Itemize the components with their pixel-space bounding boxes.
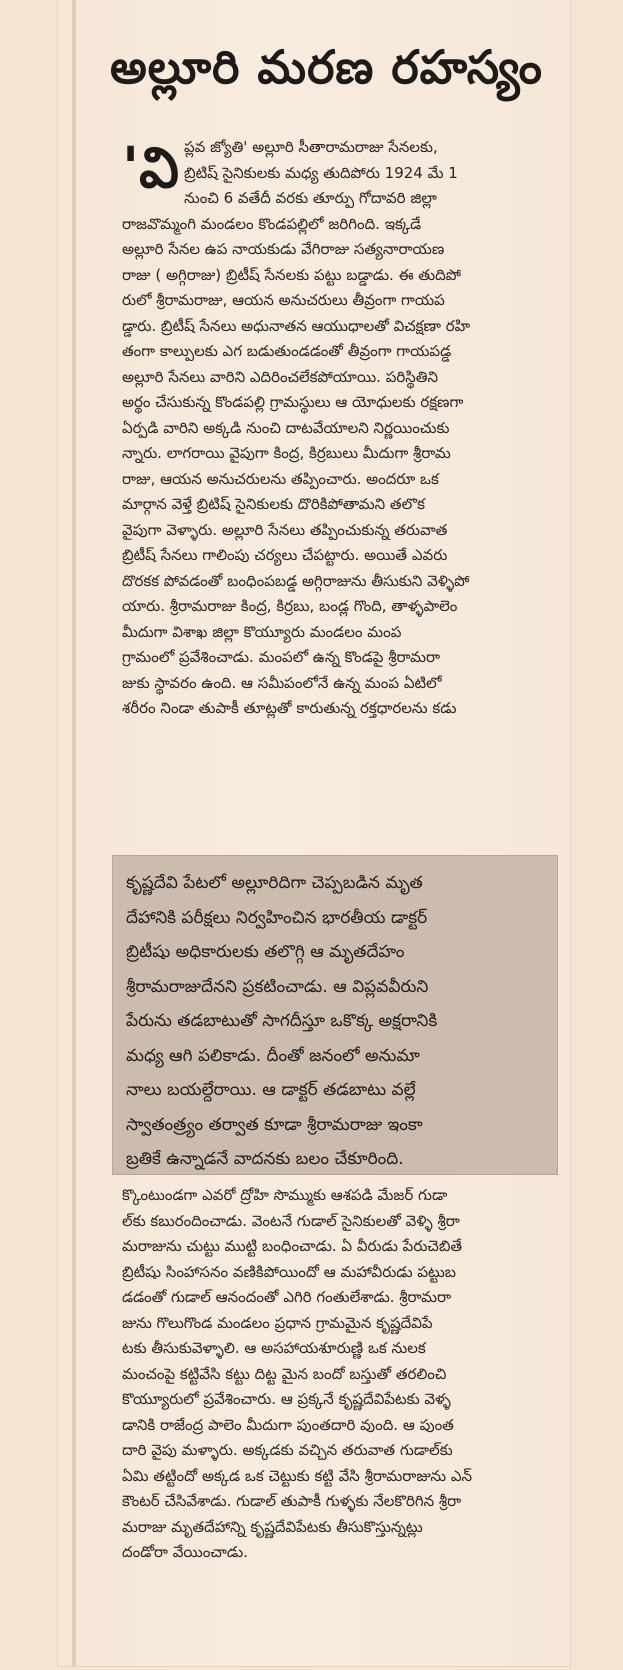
callout-line: నాలు బయల్దేరాయి. ఆ డాక్టర్ తడబాటు వల్లే (126, 1080, 416, 1100)
body-line: న్నారు. లాగరాయి వైపుగా కింద్ర, కిర్రబులు మీదుగా శ్రీరామ (122, 444, 451, 462)
body-line: మార్గాన వెళ్తే బ్రిటిష్ సైనికులకు దొరికిపోతామని తలొక (122, 495, 425, 513)
body-line: రులో శ్రీరామరాజు, ఆయన అనుచరులు తీవ్రంగా గాయప (122, 291, 445, 309)
body-line: తంగా కాల్పులకు ఎగ బడుతుండడంతో తీవ్రంగా గాయపడ్డ (122, 342, 452, 360)
paper-fold-line (72, 0, 76, 1666)
body-line: శరీరం నిండా తుపాకీ తూట్లతో కారుతున్న రక్తధారలను కడు (122, 699, 457, 717)
callout-line: కృష్ణదేవి పేటలో అల్లూరిదిగా చెప్పబడిన మృత (126, 873, 423, 893)
callout-line: బ్రిటీషు అధికారులకు తలొగ్గి ఆ మృతదేహం (126, 942, 405, 962)
body-line: అర్థం చేసుకున్న కొండపల్లి గ్రామస్థులు ఆ యోధులకు రక్షణగా (122, 393, 464, 411)
callout-line: స్వాతంత్ర్యం తర్వాత కూడా శ్రీరామరాజు ఇంకా (126, 1114, 423, 1135)
article-body-bottom (122, 1183, 562, 1566)
body-line: వైపుగా వెళ్ళారు. అల్లూరి సేనలు తప్పించుకున్న తరువాత (122, 520, 448, 539)
body-line: బ్రిటీషు సింహాసనం వణికిపోయిందో ఆ మహావీరుడు పట్టుబ (122, 1262, 457, 1281)
intro-line: నుంచి 6 వతేదీ వరకు తూర్పు గోదావరి జిల్లా (184, 189, 437, 207)
body-line: మరాజు మృతదేహాన్ని కృష్ణదేవిపేటకు తీసుకొస్తున్నట్లు (122, 1517, 423, 1536)
intro-line: బ్రిటిష్ సైనికులకు మధ్య తుదిపోరు 1924 మే 1 (184, 163, 458, 182)
body-line: డానికి రాజేంద్ర పాలెం మీదుగా పుంతదారి వుంది. ఆ పుంత (122, 1415, 454, 1434)
intro-line: ప్లవ జ్యోతి' అల్లూరి సీతారామరాజు సేనలకు, (184, 138, 438, 156)
body-line: టకు తీసుకువెళ్ళాలి. ఆ అసహాయశూరుణ్ణి ఒక నులక (122, 1339, 426, 1357)
drop-cap: 'వి (122, 135, 179, 201)
body-line: అల్లూరి సేనల ఉప నాయకుడు వేగిరాజు సత్యనారాయణ (122, 240, 445, 258)
body-line: రాజవొమ్మంగి మండలం కొండపల్లిలో జరిగింది. ఇక్కడే (122, 214, 422, 233)
body-line: కౌంటర్ చేసివేశాడు. గుడాల్ తుపాకీ గుళ్ళకు నేలకొరిగిన శ్రీరా (122, 1492, 462, 1510)
body-line: ఏర్పడి వారిని అక్కడి నుంచి దాటవేయాలని నిర్ణయించుకు (122, 418, 450, 437)
article-body-top (122, 135, 562, 722)
callout-text (126, 866, 550, 1177)
body-line: దారి వైపు మళ్ళారు. అక్కడకు వచ్చిన తరువాత గుడాల్‌కు (122, 1441, 453, 1459)
body-line: ల్‌కు కబురందించాడు. వెంటనే గుడాల్ సైనికులతో వెళ్ళి శ్రీరా (122, 1211, 460, 1230)
callout-line: శ్రీరామరాజుదేనని ప్రకటించాడు. ఆ విప్లవవీరుని (126, 976, 429, 997)
body-line: రాజు, ఆయన అనుచరులను తప్పించారు. అందరూ ఒక (122, 469, 439, 488)
body-line: డ్డారు. బ్రిటీష్ సేనలు అధునాతన ఆయుధాలతో విచక్షణా రహి (122, 316, 471, 335)
body-line: గ్రామంలో ప్రవేశించాడు. మంపలో ఉన్న కొండపై శ్రీరామరా (122, 648, 441, 666)
callout-line: దేహానికి పరీక్షలు నిర్వహించిన భారతీయ డాక్టర్ (126, 907, 428, 928)
body-line: క్కొంటుండగా ఎవరో ద్రోహి సొమ్ముకు ఆశపడి మేజర్ గుడా (122, 1186, 448, 1204)
callout-line: బ్రతికే ఉన్నాడనే వాదనకు బలం చేకూరింది. (126, 1149, 404, 1169)
body-line: రాజు ( అగ్గిరాజు) బ్రిటీష్ సేనలకు పట్టు బడ్డాడు. ఈ తుదిపో (122, 265, 461, 284)
body-line: డడంతో గుడాల్ ఆనందంతో ఎగిరి గంతులేశాడు. శ్రీరామరా (122, 1288, 452, 1306)
body-line: కొయ్యూరులో ప్రవేశించారు. ఆ ప్రక్కనే కృష్ణదేవిపేటకు వెళ్ళ (122, 1390, 451, 1408)
callout-line: మధ్య ఆగి పలికాడు. దీంతో జనంలో అనుమా (126, 1045, 420, 1066)
body-line: యారు. శ్రీరామరాజు కింద్ర, కిర్రబు, బండ్ల గొంది, తాళ్ళపాలెం (122, 597, 458, 615)
body-line: దొరకక పోవడంతో బంధింపబడ్డ అగ్గిరాజును తీసుకుని వెళ్ళిపో (122, 571, 470, 590)
body-line: మరాజును చుట్టు ముట్టి బంధించాడు. ఏ వీరుడు పేరుచెబితే (122, 1237, 463, 1255)
callout-line: పేరును తడబాటుతో సాగదీస్తూ ఒకొక్క అక్షరానికి (126, 1011, 438, 1031)
body-line: ఏమి తట్టిందో అక్కడ ఒక చెట్టుకు కట్టి వేసి శ్రీరామరాజును ఎన్ (122, 1466, 473, 1485)
body-line: మంచంపై కట్టివేసి కట్టు దిట్ట మైన బందో బస్తుతో తరలించి (122, 1364, 447, 1383)
body-line: జుకు స్థావరం ఉంది. ఆ సమీపంలోనే ఉన్న మంప ఏటిలో (122, 673, 442, 692)
body-line: అల్లూరి సేనలు వారిని ఎదిరించలేకపోయాయి. పరిస్థితిని (122, 367, 439, 386)
body-line: జును గొలుగొండ మండలం ప్రధాన గ్రామమైన కృష్ణదేవిపే (122, 1313, 433, 1332)
body-line: దండోరా వేయించాడు. (122, 1543, 248, 1561)
body-line: మీదుగా విశాఖ జిల్లా కొయ్యూరు మండలం మంప (122, 622, 402, 641)
body-line: బ్రిటీష్ సేనలు గాలింపు చర్యలు చేపట్టారు. అయితే ఎవరు (122, 546, 448, 564)
article-headline: అల్లూరి మరణ రహస్యం (110, 40, 543, 94)
